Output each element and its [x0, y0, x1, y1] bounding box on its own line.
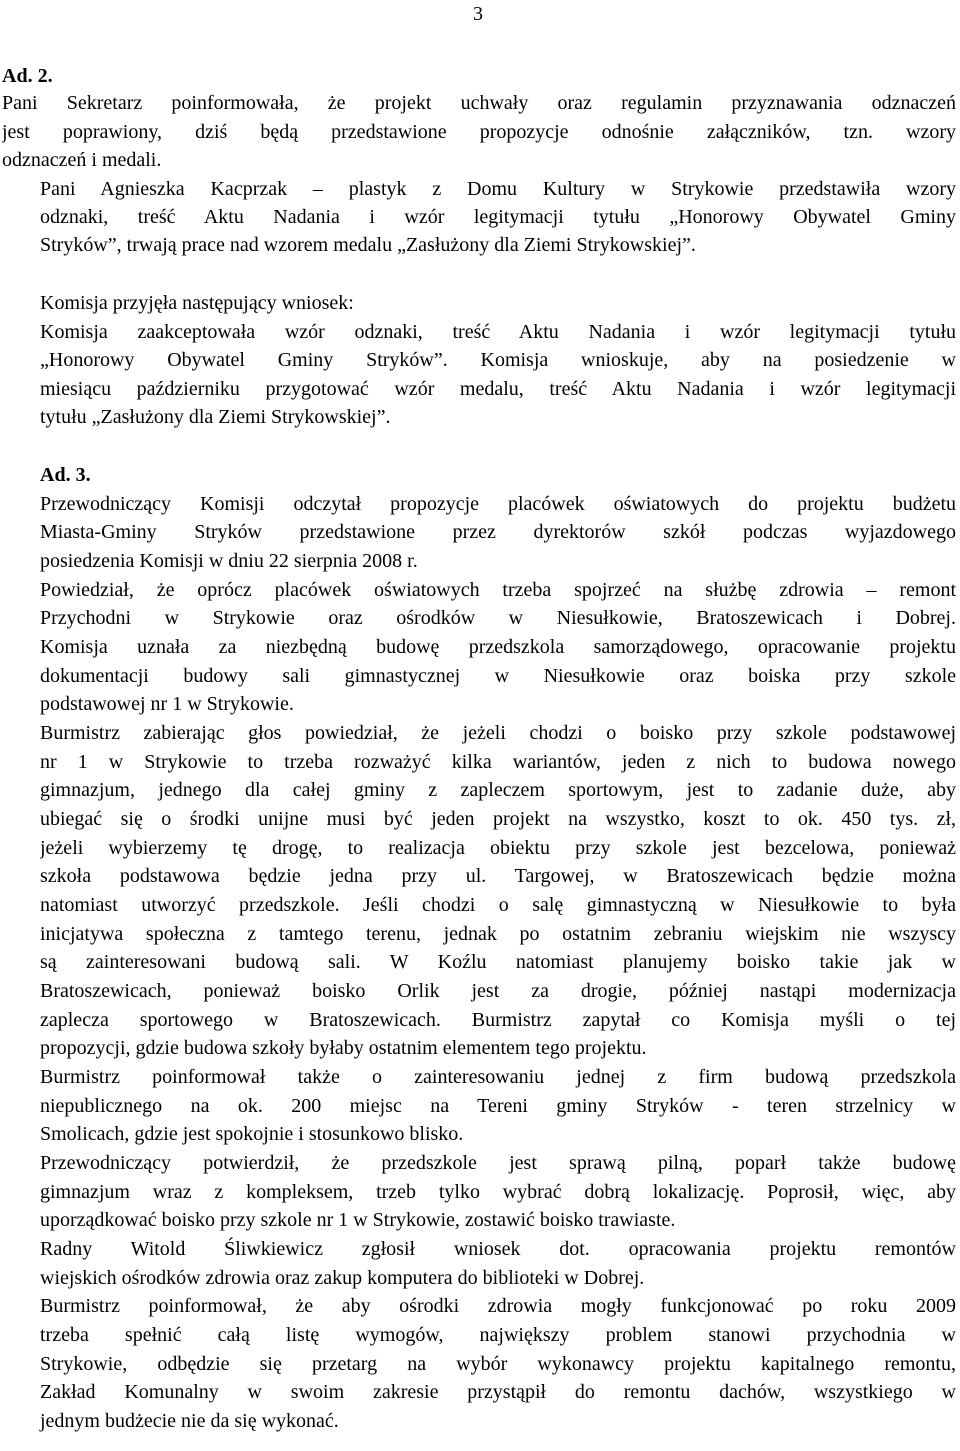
text-line: nr 1 w Strykowie to trzeba rozważyć kilka wariantów, jeden z nich to budowa nowego — [40, 751, 956, 773]
text-line: trzeba spełnić całą listę wymogów, największy problem stanowi przychodnia w — [40, 1324, 956, 1346]
page-number: 3 — [473, 3, 483, 25]
text-line: gimnazjum, jednego dla całej gminy z zapleczem sportowym, jest to zadanie duże, aby — [40, 779, 956, 801]
text-line: Przewodniczący Komisji odczytał propozycje placówek oświatowych do projektu budżetu — [40, 493, 956, 515]
text-line: szkoła podstawowa będzie jedna przy ul. Targowej, w Bratoszewicach będzie można — [40, 865, 956, 887]
text-line: inicjatywa społeczna z tamtego terenu, jednak po ostatnim zebraniu wiejskim nie wszyscy — [40, 923, 956, 945]
text-line: Powiedział, że oprócz placówek oświatowych trzeba spojrzeć na służbę zdrowia – remont — [40, 579, 956, 601]
text-line: wiejskich ośrodków zdrowia oraz zakup komputera do biblioteki w Dobrej. — [40, 1267, 645, 1289]
text-line: podstawowej nr 1 w Strykowie. — [40, 693, 294, 715]
text-line: odznaki, treść Aktu Nadania i wzór legitymacji tytułu „Honorowy Obywatel Gminy — [40, 206, 956, 228]
text-line: Pani Sekretarz poinformowała, że projekt uchwały oraz regulamin przyznawania odznaczeń — [2, 92, 956, 114]
text-line: Komisja zaakceptowała wzór odznaki, treść Aktu Nadania i wzór legitymacji tytułu — [40, 321, 956, 343]
text-line: zaplecza sportowego w Bratoszewicach. Burmistrz zapytał co Komisja myśli o tej — [40, 1009, 956, 1031]
section-heading-ad3: Ad. 3. — [40, 464, 91, 486]
text-line: tytułu „Zasłużony dla Ziemi Strykowskiej”. — [40, 406, 391, 428]
text-line: Smolicach, gdzie jest spokojnie i stosunkowo blisko. — [40, 1123, 464, 1145]
text-line: gimnazjum wraz z kompleksem, trzeb tylko wybrać dobrą lokalizację. Poprosił, więc, aby — [40, 1181, 956, 1203]
text-line: propozycji, gdzie budowa szkoły byłaby ostatnim elementem tego projektu. — [40, 1037, 647, 1059]
text-line: Miasta-Gminy Stryków przedstawione przez dyrektorów szkół podczas wyjazdowego — [40, 521, 956, 543]
text-line: Komisja przyjęła następujący wniosek: — [40, 292, 354, 314]
text-line: ubiegać się o środki unijne musi być jeden projekt na wszystko, koszt to ok. 450 tys. zł, — [40, 808, 956, 830]
text-line: niepublicznego na ok. 200 miejsc na Tereni gminy Stryków - teren strzelnicy w — [40, 1095, 956, 1117]
text-line: Radny Witold Śliwkiewicz zgłosił wniosek dot. opracowania projektu remontów — [40, 1238, 956, 1260]
text-line: są zainteresowani budową sali. W Koźlu natomiast planujemy boisko takie jak w — [40, 951, 956, 973]
text-line: jednym budżecie nie da się wykonać. — [40, 1410, 339, 1432]
text-line: „Honorowy Obywatel Gminy Stryków”. Komisja wnioskuje, aby na posiedzenie w — [40, 349, 956, 371]
text-line: Stryków”, trwają prace nad wzorem medalu „Zasłużony dla Ziemi Strykowskiej”. — [40, 234, 696, 256]
text-line: natomiast utworzyć przedszkole. Jeśli chodzi o salę gimnastyczną w Niesułkowie to była — [40, 894, 956, 916]
section-heading-ad2: Ad. 2. — [2, 65, 53, 87]
text-line: Burmistrz poinformował także o zainteresowaniu jednej z firm budową przedszkola — [40, 1066, 956, 1088]
text-line: miesiącu październiku przygotować wzór medalu, treść Aktu Nadania i wzór legitymacji — [40, 378, 956, 400]
text-line: Przychodni w Strykowie oraz ośrodków w Niesułkowie, Bratoszewicach i Dobrej. — [40, 607, 956, 629]
text-line: uporządkować boisko przy szkole nr 1 w Strykowie, zostawić boisko trawiaste. — [40, 1209, 676, 1231]
text-line: Pani Agnieszka Kacprzak – plastyk z Domu Kultury w Strykowie przedstawiła wzory — [40, 178, 956, 200]
text-line: Komisja uznała za niezbędną budowę przedszkola samorządowego, opracowanie projektu — [40, 636, 956, 658]
text-line: Burmistrz zabierając głos powiedział, że jeżeli chodzi o boisko przy szkole podstawowej — [40, 722, 956, 744]
text-line: jeżeli wybierzemy tę drogę, to realizacja obiektu przy szkole jest bezcelowa, ponieważ — [40, 837, 956, 859]
text-line: Zakład Komunalny w swoim zakresie przystąpił do remontu dachów, wszystkiego w — [40, 1381, 956, 1403]
text-line: Burmistrz poinformował, że aby ośrodki zdrowia mogły funkcjonować po roku 2009 — [40, 1295, 956, 1317]
text-line: posiedzenia Komisji w dniu 22 sierpnia 2008 r. — [40, 550, 418, 572]
text-line: odznaczeń i medali. — [2, 149, 162, 171]
text-line: Strykowie, odbędzie się przetarg na wybór wykonawcy projektu kapitalnego remontu, — [40, 1353, 956, 1375]
text-line: Przewodniczący potwierdził, że przedszkole jest sprawą pilną, poparł także budowę — [40, 1152, 956, 1174]
text-line: Bratoszewicach, ponieważ boisko Orlik jest za drogie, później nastąpi modernizacja — [40, 980, 956, 1002]
text-line: dokumentacji budowy sali gimnastycznej w Niesułkowie oraz boiska przy szkole — [40, 665, 956, 687]
text-line: jest poprawiony, dziś będą przedstawione propozycje odnośnie załączników, tzn. wzory — [2, 121, 956, 143]
